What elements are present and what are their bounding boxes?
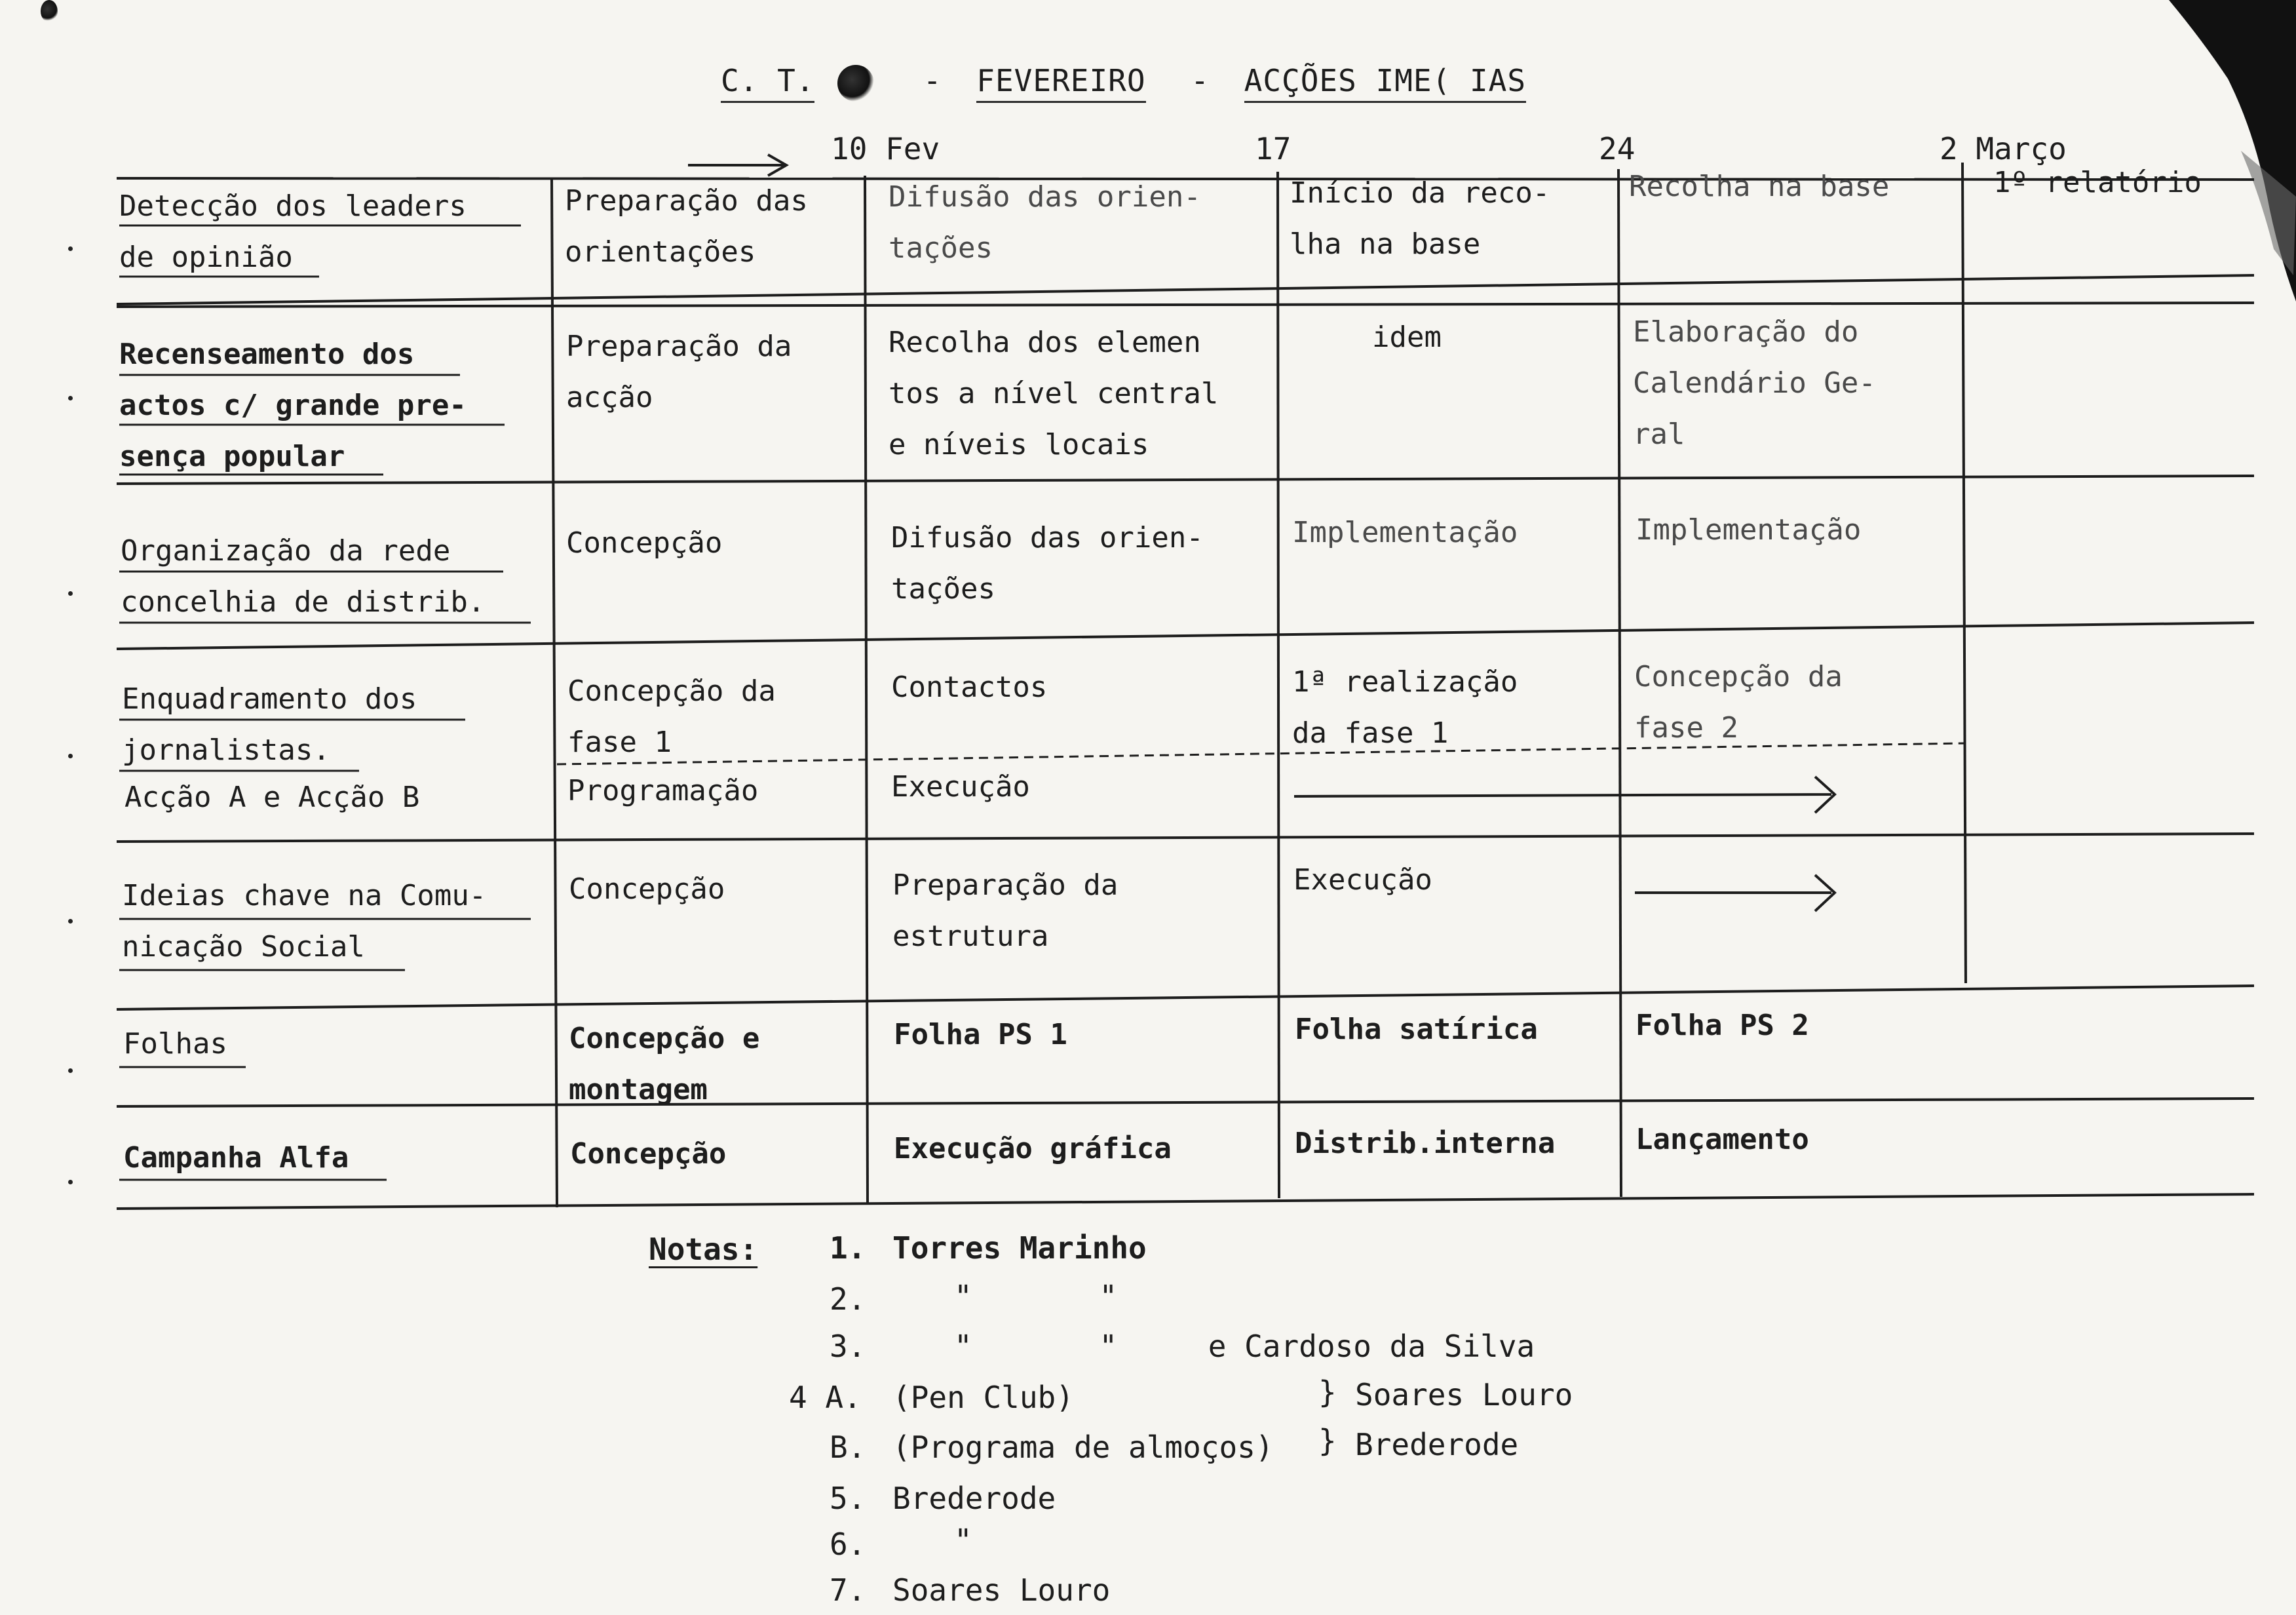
row-1-label: Detecção dos leaders de opinião [119,189,467,274]
note-4b-num: B. [830,1430,866,1465]
row-4-col-2b: Execução [891,770,1030,804]
note-1-num: 1. [830,1230,866,1266]
row-5-col-3: Execução [1293,863,1432,897]
row-1-col-3: Início da reco- lha na base [1290,176,1550,261]
row-6-label: Folhas [123,1027,227,1060]
title-sep-2: - [1191,63,1210,98]
note-1-text: Torres Marinho [892,1230,1147,1266]
note-7-num: 7. [830,1572,866,1608]
row-4-sublabel: Acção A e Acção B [124,781,420,814]
row-5-col-2: Preparação da estrutura [892,868,1119,953]
note-4-brace-top: } [1318,1374,1337,1410]
row-1-col-5: 1º relatório [1993,166,2202,199]
row-3-col-4: Implementação [1636,513,1862,547]
note-2-num: 2. [830,1281,866,1317]
row-4-col-2: Contactos [891,671,1048,704]
row-4-label: Enquadramento dos jornalistas. [122,682,417,767]
note-7-text: Soares Louro [892,1572,1111,1608]
title-subject: ACÇÕES IME( IAS [1244,63,1526,103]
row-6-col-4: Folha PS 2 [1636,1009,1809,1042]
row-3-label: Organização da rede concelhia de distrib. [121,534,486,619]
row-4-col-3: 1ª realização da fase 1 [1292,665,1518,750]
margin-dot [68,1180,73,1184]
row-7-col-3: Distrib.interna [1295,1127,1556,1160]
row-6-col-1: Concepção e montagem [569,1022,760,1106]
row-2-col-4: Elaboração do Calendário Ge- ral [1633,315,1876,451]
row-5-label: Ideias chave na Comu- nicação Social [122,879,487,963]
note-4a-text: (Pen Club) [892,1380,1074,1415]
note-3-num: 3. [830,1329,866,1364]
row-7-col-2: Execução gráfica [894,1132,1172,1165]
note-3-text: " " e Cardoso da Silva [954,1329,1535,1364]
row-6-col-3: Folha satírica [1295,1013,1538,1046]
note-4b-who: Brederode [1355,1427,1519,1462]
note-6-text: " [954,1523,972,1558]
margin-dot [68,754,73,758]
title-prefix: C. T. [721,63,814,103]
note-4a-num: 4 A. [789,1380,862,1415]
row-3-col-1: Concepção [566,526,723,560]
row-3-col-2: Difusão das orien- tações [891,521,1204,606]
row-2-col-3: idem [1372,321,1442,354]
row-5-col-1: Concepção [569,872,725,906]
title-sep-1: - [923,63,942,98]
margin-dot [68,246,73,251]
row-2-col-1: Preparação da acção [566,330,792,414]
date-24: 24 [1599,131,1636,166]
row-2-label: Recenseamento dos actos c/ grande pre- sença popular [119,338,467,473]
row-7-col-4: Lançamento [1636,1123,1809,1156]
margin-dot [68,1068,73,1073]
note-4b-text: (Programa de almoços) [892,1430,1274,1465]
title-month: FEVEREIRO [976,63,1145,103]
row-4-col-1: Concepção da fase 1 [567,674,776,759]
date-17: 17 [1255,131,1292,166]
row-2-col-2: Recolha dos elemen tos a nível central e níveis locais [889,326,1219,461]
row-7-col-1: Concepção [570,1137,727,1171]
row-1-col-2: Difusão das orien- tações [889,180,1201,265]
note-4-brace-bottom: } [1318,1423,1337,1458]
note-5-num: 5. [830,1481,866,1516]
date-2-marco: 2 Março [1940,131,2067,166]
row-1-col-1: Preparação das orientações [565,184,808,269]
date-10-fev: 10 Fev [831,131,940,166]
row-4-col-4: Concepção da fase 2 [1634,660,1843,745]
note-2-text: " " [954,1279,1118,1314]
row-7-label: Campanha Alfa [123,1141,349,1175]
note-6-num: 6. [830,1527,866,1562]
margin-dot [68,919,73,924]
note-4a-who: Soares Louro [1355,1377,1573,1412]
row-3-col-3: Implementação [1292,516,1518,549]
margin-dot [68,591,73,596]
row-6-col-2: Folha PS 1 [894,1018,1067,1051]
row-1-col-4: Recolha na base [1629,170,1890,203]
margin-dot [68,396,73,400]
note-5-text: Brederode [892,1481,1056,1516]
row-4-col-1b: Programação [567,774,759,808]
notes-heading: Notas: [649,1232,758,1267]
